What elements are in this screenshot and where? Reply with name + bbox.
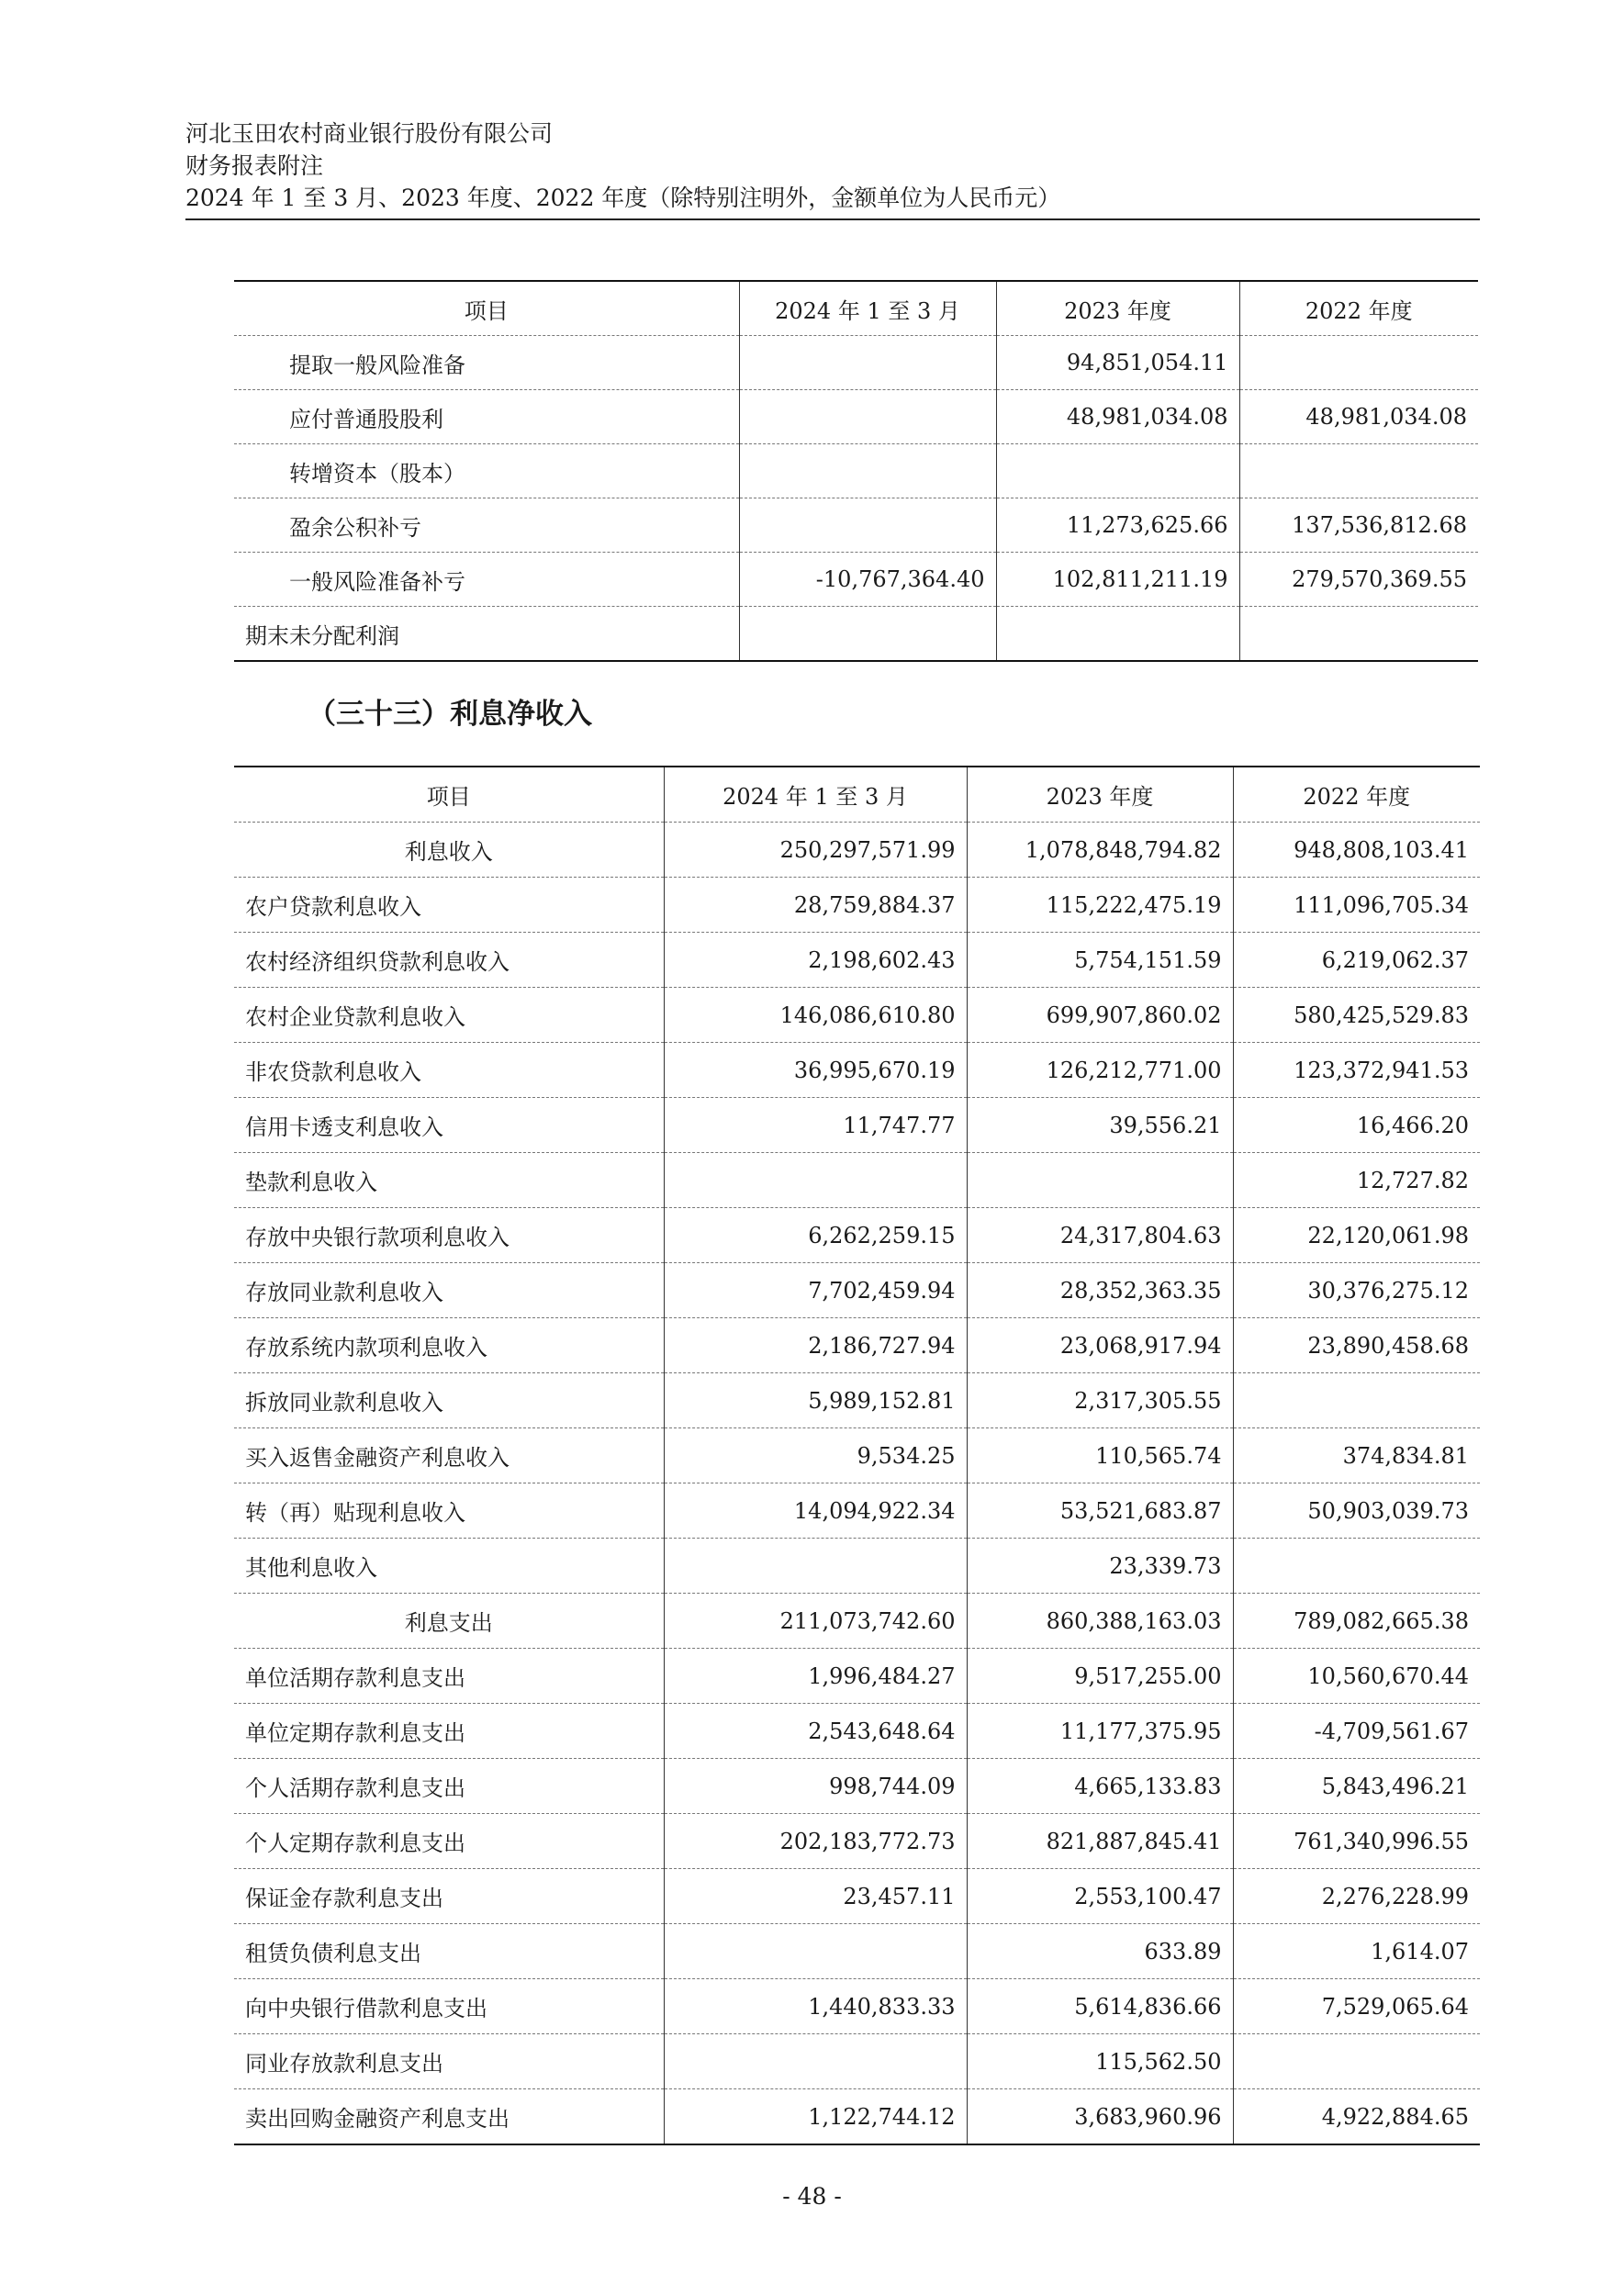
cell-2022: 30,376,275.12 <box>1233 1263 1480 1318</box>
cell-2024q1 <box>664 1539 967 1594</box>
report-name: 财务报表附注 <box>185 152 324 179</box>
row-label: 提取一般风险准备 <box>234 336 739 390</box>
row-label: 单位活期存款利息支出 <box>234 1649 664 1704</box>
cell-2024q1 <box>739 336 996 390</box>
cell-2024q1 <box>739 444 996 498</box>
cell-2023: 28,352,363.35 <box>967 1263 1233 1318</box>
column-header-2023: 2023 年度 <box>996 281 1239 336</box>
row-label: 单位定期存款利息支出 <box>234 1704 664 1759</box>
column-header-2024q1: 2024 年 1 至 3 月 <box>739 281 996 336</box>
cell-2022: 22,120,061.98 <box>1233 1208 1480 1263</box>
cell-2022 <box>1233 1539 1480 1594</box>
table-header-row <box>234 767 1480 823</box>
net-interest-income-table <box>234 766 1480 2145</box>
page-number: - 48 - <box>782 2183 842 2210</box>
profit-distribution-table <box>234 280 1478 662</box>
row-label: 存放中央银行款项利息收入 <box>234 1208 664 1263</box>
cell-2023 <box>967 1153 1233 1208</box>
table-row <box>234 607 1478 662</box>
column-header-item: 项目 <box>234 767 664 823</box>
column-header-2023: 2023 年度 <box>967 767 1233 823</box>
row-label: 期末未分配利润 <box>234 607 739 662</box>
table-row <box>234 1814 1480 1869</box>
row-label: 应付普通股股利 <box>234 390 739 444</box>
cell-2024q1: -10,767,364.40 <box>739 553 996 607</box>
cell-2023: 53,521,683.87 <box>967 1483 1233 1539</box>
table-row <box>234 933 1480 988</box>
cell-2023: 2,317,305.55 <box>967 1373 1233 1428</box>
row-label: 向中央银行借款利息支出 <box>234 1979 664 2034</box>
cell-2024q1 <box>664 1153 967 1208</box>
cell-2024q1: 14,094,922.34 <box>664 1483 967 1539</box>
row-label: 农村经济组织贷款利息收入 <box>234 933 664 988</box>
cell-2023: 9,517,255.00 <box>967 1649 1233 1704</box>
cell-2024q1: 28,759,884.37 <box>664 878 967 933</box>
cell-2024q1: 211,073,742.60 <box>664 1594 967 1649</box>
cell-2024q1 <box>739 390 996 444</box>
row-label: 盈余公积补亏 <box>234 498 739 553</box>
table-row <box>234 1539 1480 1594</box>
cell-2024q1: 146,086,610.80 <box>664 988 967 1043</box>
cell-2023: 23,339.73 <box>967 1539 1233 1594</box>
company-name: 河北玉田农村商业银行股份有限公司 <box>185 120 554 147</box>
cell-2022 <box>1239 607 1478 662</box>
cell-2023 <box>996 607 1239 662</box>
table-row <box>234 1869 1480 1924</box>
row-label: 拆放同业款利息收入 <box>234 1373 664 1428</box>
cell-2024q1: 1,440,833.33 <box>664 1979 967 2034</box>
table-row <box>234 1153 1480 1208</box>
row-label: 保证金存款利息支出 <box>234 1869 664 1924</box>
cell-2023: 115,562.50 <box>967 2034 1233 2089</box>
row-label: 租赁负债利息支出 <box>234 1924 664 1979</box>
cell-2024q1: 2,543,648.64 <box>664 1704 967 1759</box>
cell-2022: 111,096,705.34 <box>1233 878 1480 933</box>
cell-2022: 789,082,665.38 <box>1233 1594 1480 1649</box>
cell-2022: 10,560,670.44 <box>1233 1649 1480 1704</box>
cell-2024q1: 5,989,152.81 <box>664 1373 967 1428</box>
cell-2023: 821,887,845.41 <box>967 1814 1233 1869</box>
cell-2022: 23,890,458.68 <box>1233 1318 1480 1373</box>
table-row <box>234 1043 1480 1098</box>
cell-2023: 5,614,836.66 <box>967 1979 1233 2034</box>
row-label: 利息收入 <box>234 823 664 878</box>
table-row <box>234 1594 1480 1649</box>
cell-2023: 11,177,375.95 <box>967 1704 1233 1759</box>
page-header <box>185 118 1480 214</box>
table-row <box>234 1483 1480 1539</box>
cell-2023: 699,907,860.02 <box>967 988 1233 1043</box>
cell-2022: 1,614.07 <box>1233 1924 1480 1979</box>
cell-2023: 860,388,163.03 <box>967 1594 1233 1649</box>
cell-2022: 48,981,034.08 <box>1239 390 1478 444</box>
table-row <box>234 498 1478 553</box>
section-title: （三十三）利息净收入 <box>308 698 592 731</box>
table-row <box>234 1979 1480 2034</box>
cell-2022: 12,727.82 <box>1233 1153 1480 1208</box>
row-label: 买入返售金融资产利息收入 <box>234 1428 664 1483</box>
cell-2022: 137,536,812.68 <box>1239 498 1478 553</box>
cell-2024q1: 36,995,670.19 <box>664 1043 967 1098</box>
cell-2024q1: 250,297,571.99 <box>664 823 967 878</box>
cell-2024q1: 998,744.09 <box>664 1759 967 1814</box>
cell-2024q1: 1,122,744.12 <box>664 2089 967 2145</box>
table-row <box>234 1098 1480 1153</box>
row-label: 农户贷款利息收入 <box>234 878 664 933</box>
column-header-2022: 2022 年度 <box>1239 281 1478 336</box>
cell-2023: 24,317,804.63 <box>967 1208 1233 1263</box>
column-header-item: 项目 <box>234 281 739 336</box>
table-row <box>234 988 1480 1043</box>
table-row <box>234 1704 1480 1759</box>
cell-2024q1: 202,183,772.73 <box>664 1814 967 1869</box>
cell-2022 <box>1233 1373 1480 1428</box>
cell-2022: -4,709,561.67 <box>1233 1704 1480 1759</box>
table-row <box>234 1924 1480 1979</box>
cell-2023: 4,665,133.83 <box>967 1759 1233 1814</box>
cell-2024q1 <box>664 2034 967 2089</box>
table-row <box>234 1318 1480 1373</box>
row-label: 存放系统内款项利息收入 <box>234 1318 664 1373</box>
cell-2022: 7,529,065.64 <box>1233 1979 1480 2034</box>
row-label: 卖出回购金融资产利息支出 <box>234 2089 664 2145</box>
cell-2024q1: 1,996,484.27 <box>664 1649 967 1704</box>
row-label: 一般风险准备补亏 <box>234 553 739 607</box>
cell-2022: 580,425,529.83 <box>1233 988 1480 1043</box>
cell-2023: 11,273,625.66 <box>996 498 1239 553</box>
table-row <box>234 444 1478 498</box>
row-label: 个人定期存款利息支出 <box>234 1814 664 1869</box>
row-label: 农村企业贷款利息收入 <box>234 988 664 1043</box>
table-row <box>234 390 1478 444</box>
cell-2022: 6,219,062.37 <box>1233 933 1480 988</box>
cell-2023: 39,556.21 <box>967 1098 1233 1153</box>
cell-2022: 16,466.20 <box>1233 1098 1480 1153</box>
row-label: 信用卡透支利息收入 <box>234 1098 664 1153</box>
row-label: 转（再）贴现利息收入 <box>234 1483 664 1539</box>
table-row <box>234 1263 1480 1318</box>
cell-2022 <box>1233 2034 1480 2089</box>
cell-2024q1: 9,534.25 <box>664 1428 967 1483</box>
cell-2022: 4,922,884.65 <box>1233 2089 1480 2145</box>
cell-2023: 126,212,771.00 <box>967 1043 1233 1098</box>
cell-2023: 94,851,054.11 <box>996 336 1239 390</box>
cell-2024q1 <box>739 498 996 553</box>
cell-2023: 2,553,100.47 <box>967 1869 1233 1924</box>
cell-2022: 761,340,996.55 <box>1233 1814 1480 1869</box>
cell-2022: 123,372,941.53 <box>1233 1043 1480 1098</box>
cell-2022 <box>1239 336 1478 390</box>
table-row <box>234 1208 1480 1263</box>
cell-2023: 48,981,034.08 <box>996 390 1239 444</box>
cell-2022: 374,834.81 <box>1233 1428 1480 1483</box>
table-row <box>234 1373 1480 1428</box>
table-row <box>234 553 1478 607</box>
cell-2022: 5,843,496.21 <box>1233 1759 1480 1814</box>
report-period: 2024 年 1 至 3 月、2023 年度、2022 年度（除特别注明外，金额单位为人民币元） <box>185 185 1061 211</box>
cell-2023: 1,078,848,794.82 <box>967 823 1233 878</box>
cell-2023: 3,683,960.96 <box>967 2089 1233 2145</box>
row-label: 存放同业款利息收入 <box>234 1263 664 1318</box>
cell-2023: 5,754,151.59 <box>967 933 1233 988</box>
table-row <box>234 2034 1480 2089</box>
row-label: 其他利息收入 <box>234 1539 664 1594</box>
table-row <box>234 1649 1480 1704</box>
cell-2023: 633.89 <box>967 1924 1233 1979</box>
cell-2022: 2,276,228.99 <box>1233 1869 1480 1924</box>
table-row <box>234 336 1478 390</box>
row-label: 转增资本（股本） <box>234 444 739 498</box>
header-divider <box>185 218 1480 220</box>
cell-2023: 110,565.74 <box>967 1428 1233 1483</box>
cell-2023 <box>996 444 1239 498</box>
row-label: 垫款利息收入 <box>234 1153 664 1208</box>
column-header-2022: 2022 年度 <box>1233 767 1480 823</box>
row-label: 非农贷款利息收入 <box>234 1043 664 1098</box>
cell-2023: 102,811,211.19 <box>996 553 1239 607</box>
table-row <box>234 1759 1480 1814</box>
cell-2024q1 <box>664 1924 967 1979</box>
table-row <box>234 878 1480 933</box>
cell-2024q1: 6,262,259.15 <box>664 1208 967 1263</box>
table-row <box>234 1428 1480 1483</box>
cell-2024q1: 2,186,727.94 <box>664 1318 967 1373</box>
cell-2024q1: 23,457.11 <box>664 1869 967 1924</box>
cell-2022 <box>1239 444 1478 498</box>
cell-2024q1: 7,702,459.94 <box>664 1263 967 1318</box>
cell-2023: 115,222,475.19 <box>967 878 1233 933</box>
table-row <box>234 2089 1480 2145</box>
cell-2022: 279,570,369.55 <box>1239 553 1478 607</box>
row-label: 同业存放款利息支出 <box>234 2034 664 2089</box>
cell-2022: 948,808,103.41 <box>1233 823 1480 878</box>
cell-2022: 50,903,039.73 <box>1233 1483 1480 1539</box>
column-header-2024q1: 2024 年 1 至 3 月 <box>664 767 967 823</box>
cell-2024q1 <box>739 607 996 662</box>
row-label: 利息支出 <box>234 1594 664 1649</box>
table-header-row <box>234 281 1478 336</box>
cell-2024q1: 2,198,602.43 <box>664 933 967 988</box>
row-label: 个人活期存款利息支出 <box>234 1759 664 1814</box>
cell-2024q1: 11,747.77 <box>664 1098 967 1153</box>
table-row <box>234 823 1480 878</box>
cell-2023: 23,068,917.94 <box>967 1318 1233 1373</box>
